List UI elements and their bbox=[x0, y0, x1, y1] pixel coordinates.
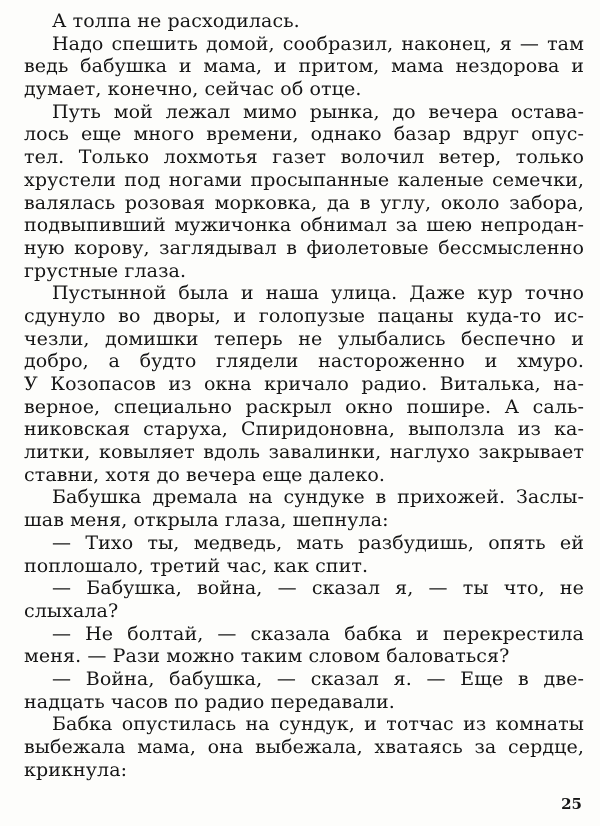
text-line: добро, а будто глядели настороженно и хмуро. bbox=[24, 350, 584, 373]
text-line: выбежала мама, она выбежала, хватаясь за сердце, bbox=[24, 736, 584, 758]
text-line: крикнула: bbox=[24, 758, 128, 781]
text-line: Бабка опустилась на сундук, и тотчас из комнаты bbox=[52, 713, 584, 736]
text-line: — Не болтай, — сказала бабка и перекрестила bbox=[52, 622, 584, 645]
text-line: верное, специально раскрыл окно пошире. А саль- bbox=[24, 395, 584, 418]
text-line: поплошало, третий час, как спит. bbox=[24, 554, 369, 577]
text-line: шав меня, открыла глаза, шепнула: bbox=[24, 509, 389, 532]
text-line: слыхала? bbox=[24, 599, 119, 622]
text-line: Путь мой лежал мимо рынка, до вечера остава- bbox=[52, 100, 584, 123]
text-line: Надо спешить домой, сообразил, наконец, я — там bbox=[52, 32, 584, 55]
text-line: меня. — Рази можно таким словом баловаться? bbox=[24, 645, 510, 668]
text-line: — Тихо ты, медведь, мать разбудишь, опять ей bbox=[52, 531, 584, 554]
text-line: чезли, домишки теперь не улыбались беспечно и bbox=[24, 327, 584, 350]
text-line: надцать часов по радио передавали. bbox=[24, 690, 395, 713]
text-line: — Бабушка, война, — сказал я, — ты что, не bbox=[52, 577, 584, 600]
text-line: подвыпивший мужичонка обнимал за шею непродан- bbox=[24, 214, 584, 237]
text-line: валялась розовая морковка, да в углу, около забора, bbox=[24, 191, 584, 214]
text-line: сдунуло во дворы, и голопузые пацаны куда-то ис- bbox=[24, 304, 584, 327]
page-number: 25 bbox=[561, 795, 582, 813]
text-line: У Козопасов из окна кричало радио. Виталька, на- bbox=[24, 373, 584, 395]
text-line: Пустынной была и наша улица. Даже кур точно bbox=[52, 282, 584, 305]
page-body-text bbox=[24, 10, 584, 781]
text-line: тел. Только лохмотья газет волочил ветер, только bbox=[24, 146, 584, 169]
text-line: литки, ковыляет вдоль завалинки, наглухо закрывает bbox=[24, 441, 584, 464]
text-line: никовская старуха, Спиридоновна, выползла из ка- bbox=[24, 418, 584, 441]
text-line: ставни, хотя до вечера еще далеко. bbox=[24, 463, 386, 486]
text-line: А толпа не расходилась. bbox=[52, 10, 300, 32]
text-line: грустные глаза. bbox=[24, 259, 187, 282]
text-line: ную корову, заглядывал в фиолетовые бессмысленно bbox=[24, 236, 584, 259]
text-line: лось еще много времени, однако базар вдруг опус- bbox=[24, 123, 584, 146]
text-line: Бабушка дремала на сундуке в прихожей. Заслы- bbox=[52, 486, 584, 509]
text-line: думает, конечно, сейчас об отце. bbox=[24, 78, 362, 101]
text-line: хрустели под ногами просыпанные каленые семечки, bbox=[24, 168, 584, 191]
text-line: ведь бабушка и мама, и притом, мама нездорова и bbox=[24, 55, 584, 78]
text-line: — Война, бабушка, — сказал я. — Еще в две- bbox=[52, 667, 584, 690]
